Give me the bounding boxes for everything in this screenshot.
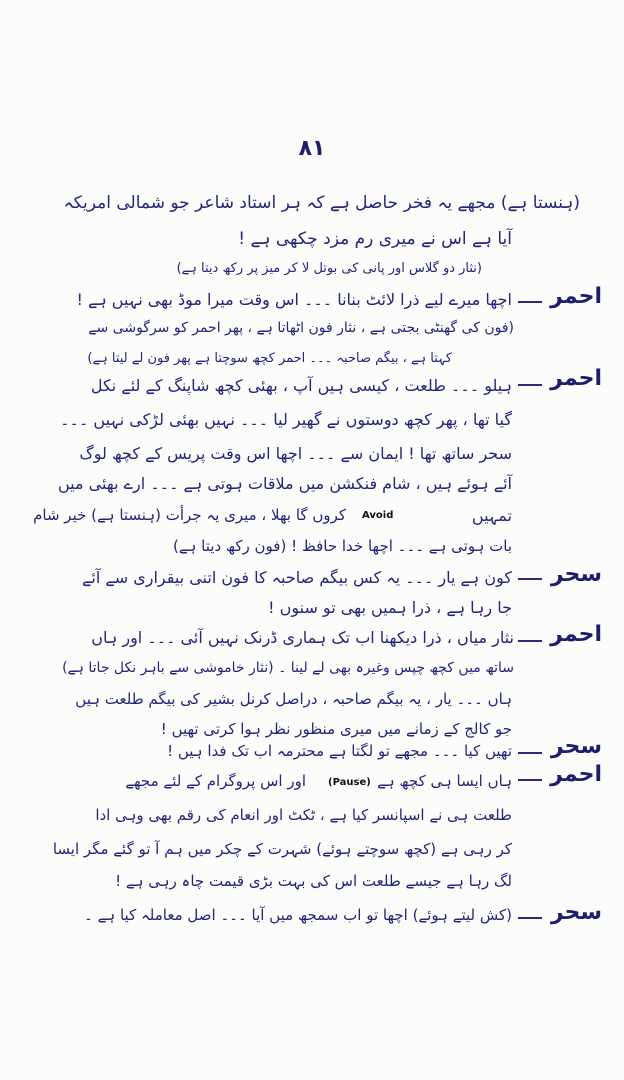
text-line: ہاں ۔۔۔ یار ، یہ بیگم صاحبہ ، دراصل کرنل بشیر کی بیگم طلعت ہیں [75, 690, 512, 708]
dialogue-dash [518, 640, 542, 642]
text-line: (کش لیتے ہوئے) اچھا تو اب سمجھ میں آیا ۔۔۔ اصل معاملہ کیا ہے ۔ [84, 906, 512, 924]
speaker-label: سحر [550, 562, 602, 587]
speaker-label: احمر [550, 366, 602, 391]
text-line: طلعت ہی نے اسپانسر کیا ہے ، ٹکٹ اور انعام کی رقم بھی وہی ادا [95, 806, 512, 824]
dialogue-dash [518, 752, 542, 754]
english-word: Avoid [362, 510, 394, 521]
text-line: تمہیں [471, 506, 512, 525]
text-line: سحر ساتھ تھا ! ایمان سے ۔۔۔ اچھا اس وقت پریس کے کچھ لوگ [79, 444, 512, 463]
text-line: (فون کی گھنٹی بجتی ہے ، نثار فون اٹھاتا ہے ، پھر احمر کو سرگوشی سے [88, 320, 514, 336]
speaker-label: سحر [550, 734, 602, 759]
dialogue-dash [518, 384, 542, 386]
text-line: جو کالج کے زمانے میں میری منظور نظر ہوا کرتی تھیں ! [160, 720, 512, 738]
text-line: بات ہوتی ہے ۔۔۔ اچھا خدا حافظ ! (فون رکھ دیتا ہے) [172, 537, 512, 555]
text-line: اور اس پروگرام کے لئے مجھے [125, 772, 306, 790]
text-line: جا رہا ہے ، ذرا ہمیں بھی تو سنوں ! [268, 598, 512, 617]
text-line: تھیں کیا ۔۔۔ مجھے تو لگتا ہے محترمہ اب تک فدا ہیں ! [167, 742, 512, 760]
text-line: ساتھ میں کچھ چپس وغیرہ بھی لے لینا ۔ (نثار خاموشی سے باہر نکل جاتا ہے) [62, 660, 514, 676]
text-line: ہاں ایسا ہی کچھ ہے [377, 772, 512, 790]
text-line: نثار میاں ، ذرا دیکھنا اب تک ہماری ڈرنک نہیں آئی ۔۔۔ اور ہاں [91, 628, 514, 647]
text-line: گیا تھا ، پھر کچھ دوستوں نے گھیر لیا ۔۔۔ نہیں بھئی لڑکی نہیں ۔۔۔ [60, 410, 512, 429]
dialogue-dash [518, 779, 542, 781]
page-number: ۸۱ [298, 136, 326, 161]
dialogue-dash [518, 301, 542, 303]
dialogue-dash [518, 917, 542, 919]
speaker-label: احمر [550, 284, 602, 309]
speaker-label: احمر [550, 762, 602, 787]
speaker-label: سحر [550, 900, 602, 925]
dialogue-dash [518, 578, 542, 580]
text-line: کر رہی ہے (کچھ سوچتے ہوئے) شہرت کے چکر میں ہم آ تو گئے مگر ایسا [52, 840, 512, 858]
text-line: کہتا ہے ، بیگم صاحبہ ۔۔۔ احمر کچھ سوچتا ہے پھر فون لے لیتا ہے) [87, 351, 452, 366]
text-line: کون ہے یار ۔۔۔ یہ کس بیگم صاحبہ کا فون اتنی بیقراری سے آئے [81, 568, 512, 587]
english-word: (Pause) [328, 777, 371, 788]
text-line: آئے ہوئے ہیں ، شام فنکشن میں ملاقات ہوتی ہے ۔۔۔ ارے بھئی میں [57, 474, 512, 493]
text-line: اچھا میرے لیے ذرا لائٹ بنانا ۔۔۔ اس وقت میرا موڈ بھی نہیں ہے ! [76, 290, 512, 309]
text-line: ہیلو ۔۔۔ طلعت ، کیسی ہیں آپ ، بھئی کچھ شاپنگ کے لئے نکل [90, 376, 512, 395]
text-line: کروں گا بھلا ، میری یہ جرأت (ہنستا ہے) خیر شام [33, 506, 346, 524]
text-line: لگ رہا ہے جیسے طلعت اس کی بہت بڑی قیمت چاہ رہی ہے ! [115, 872, 512, 890]
text-line: (ہنستا ہے) مجھے یہ فخر حاصل ہے کہ ہر استاد شاعر جو شمالی امریکہ [63, 193, 580, 213]
text-line: آیا ہے اس نے میری رم مزد چکھی ہے ! [238, 229, 512, 249]
text-line: (نثار دو گلاس اور پانی کی بوتل لا کر میز پر رکھ دیتا ہے) [176, 261, 482, 276]
speaker-label: احمر [550, 622, 602, 647]
